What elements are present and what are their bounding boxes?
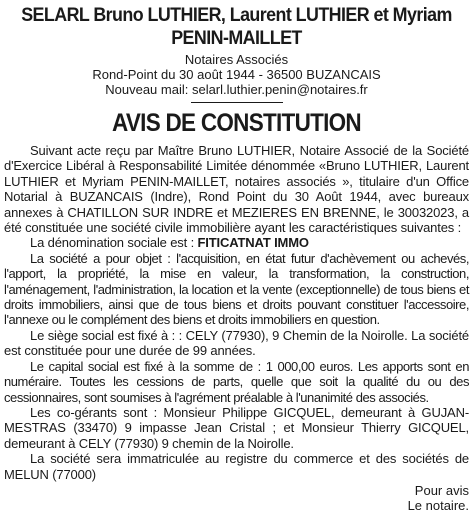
firm-name-line-1: SELARL Bruno LUTHIER, Laurent LUTHIER et Myriam — [21, 5, 452, 26]
denomination-value: FITICATNAT IMMO — [197, 235, 309, 251]
firm-name — [18, 4, 455, 50]
signature-line-1: Pour avis — [414, 482, 469, 498]
firm-name-line-2: PENIN-MAILLET — [171, 28, 302, 49]
paragraph-intro: Suivant acte reçu par Maître Bruno LUTHIER, Notaire Associé de la Société d'Exercice Libéral à Responsabilité Limitée dénommée «Bruno LUTHIER, Laurent LUTHIER et Myriam PENIN-MAILLET, notaires associés », titulaire d'un Office Notarial à BUZANCAIS (Indre), Rond Point du 30 Août 1944, avec bureaux annexes à CHATILLON SUR INDRE et MEZIERES EN BRENNE, le 30032023, a été constituée une société civile immobilière ayant les caractéristiques suivantes : — [4, 143, 469, 236]
notice-body — [4, 143, 469, 482]
paragraph-denomination — [4, 235, 469, 250]
header-divider — [191, 102, 283, 103]
firm-role: Notaires Associés — [184, 52, 289, 67]
paragraph-capital: Le capital social est fixé à la somme de : 1 000,00 euros. Les apports sont en numéraire. Toutes les cessions de parts, quelle que soit la qualité du ou des cessionnaires, sont soumises à l'agrément préalable à l'unanimité des associés. — [4, 358, 469, 405]
notice-title: AVIS DE CONSTITUTION — [112, 109, 361, 137]
firm-contact — [4, 52, 469, 97]
firm-email: Nouveau mail: selarl.luthier.penin@notaires.fr — [105, 82, 368, 97]
firm-address: Rond-Point du 30 août 1944 - 36500 BUZANCAIS — [92, 67, 381, 82]
signature-block — [4, 483, 469, 514]
paragraph-siege: Le siège social est fixé à : : CELY (77930), 9 Chemin de la Noirolle. La société est constituée pour une durée de 99 années. — [4, 327, 469, 359]
paragraph-immatriculation: La société sera immatriculée au registre du commerce et des sociétés de MELUN (77000) — [4, 451, 469, 482]
paragraph-objet: La société a pour objet : l'acquisition, en état futur d'achèvement ou achevés, l'apport, la propriété, la mise en valeur, la transformation, la construction, l'aménagement, l'administration, la location et la vente (exceptionnelle) de tous biens et droits immobiliers, ainsi que de tous biens et droits pouvant constituer l'accessoire, l'annexe ou le complément des biens et droits immobiliers en question. — [4, 250, 469, 328]
denomination-label: La dénomination sociale est : — [30, 235, 198, 251]
signature-line-2: Le notaire. — [407, 498, 469, 514]
paragraph-gerants: Les co-gérants sont : Monsieur Philippe GICQUEL, demeurant à GUJAN-MESTRAS (33470) 9 impasse Jean Cristal ; et Monsieur Thierry GICQUEL, demeurant à CELY (77930) 9 chemin de la Noirolle. — [4, 404, 469, 451]
